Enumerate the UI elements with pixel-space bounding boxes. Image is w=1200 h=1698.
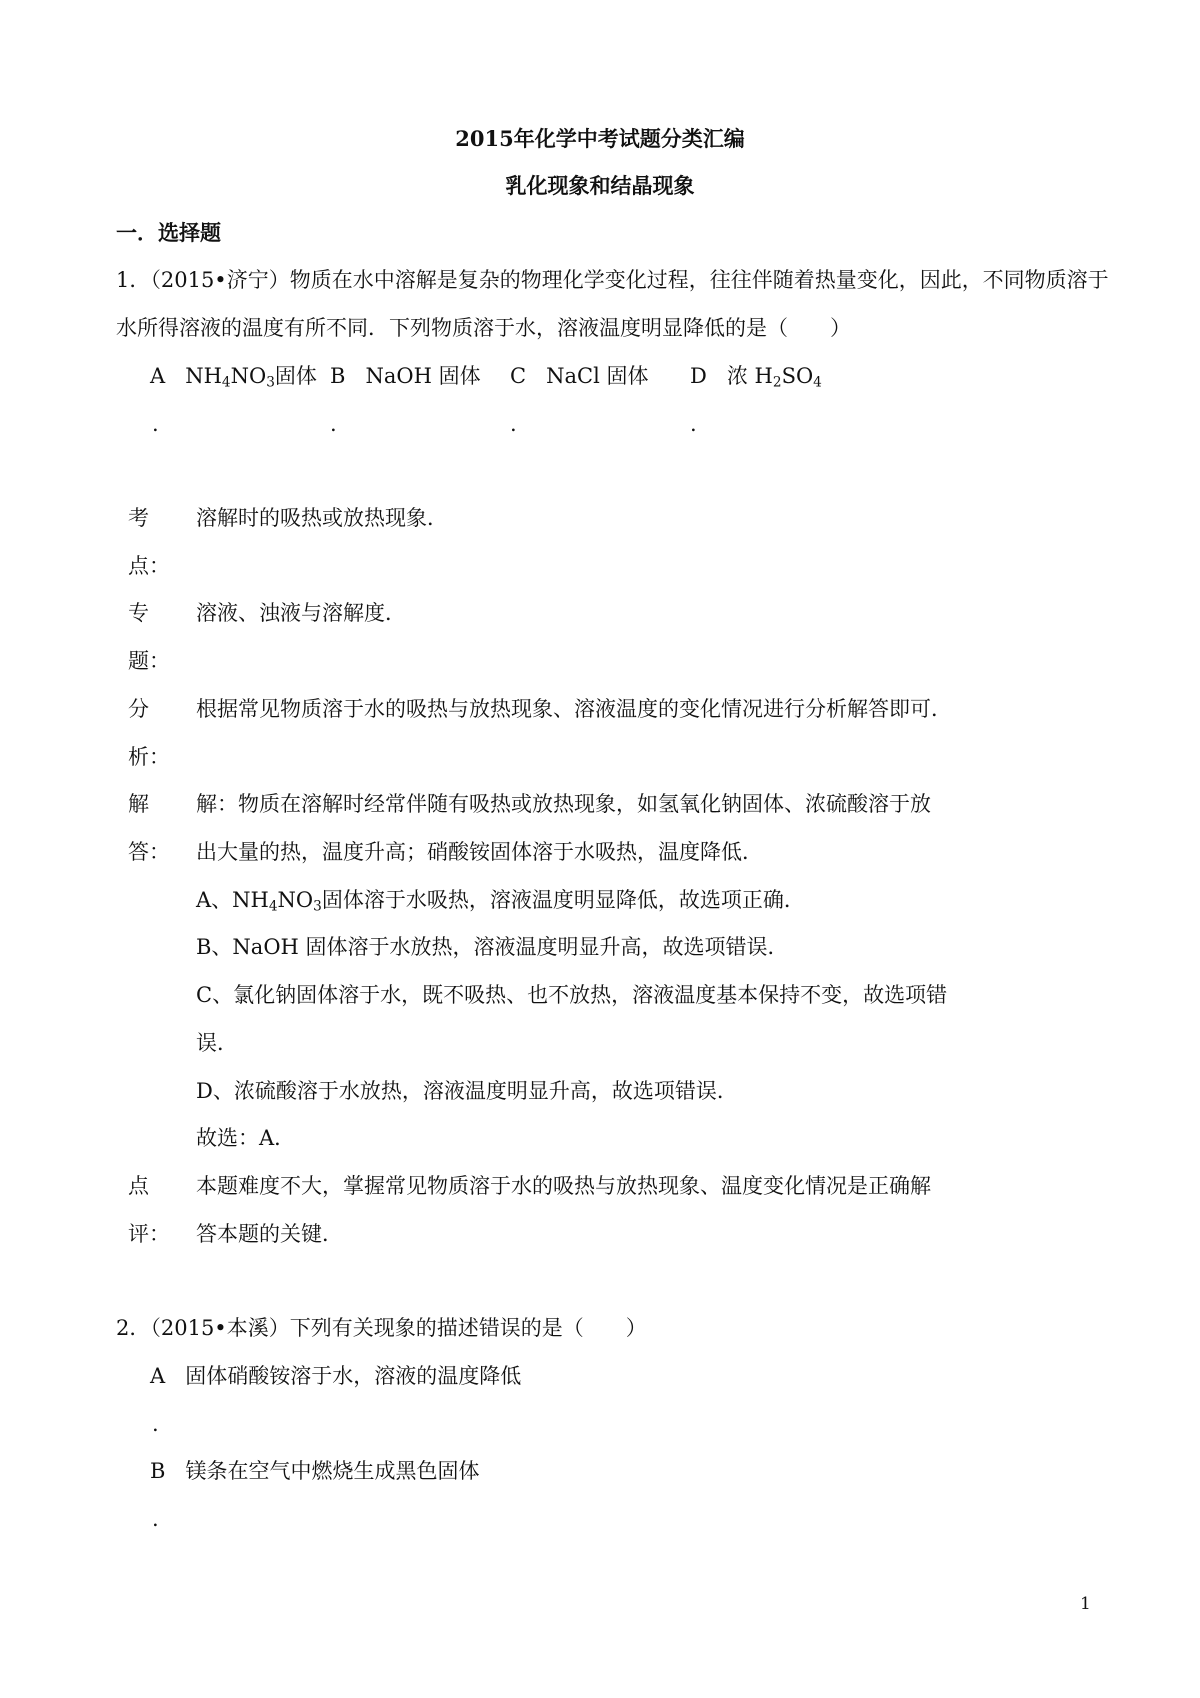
- jieda-line-d: D、浓硫酸溶于水放热，溶液温度明显升高，故选项错误．: [196, 1079, 738, 1103]
- fenxi-label: 析：: [128, 745, 170, 769]
- kaodian-label: 考: [128, 506, 149, 530]
- option-letter: C: [510, 364, 527, 388]
- option-text: NaCl 固体: [546, 364, 649, 388]
- zhuanti-label: 题：: [128, 649, 170, 673]
- kaodian-label: 点：: [128, 554, 170, 578]
- option-letter: A: [150, 364, 166, 388]
- document-subtitle: 乳化现象和结晶现象: [505, 173, 695, 198]
- question-2-stem: 2．（2015•本溪）下列有关现象的描述错误的是（ ）: [116, 1316, 647, 1340]
- dianping-text: 本题难度不大，掌握常见物质溶于水的吸热与放热现象、温度变化情况是正确解: [196, 1174, 931, 1198]
- option-letter: A: [150, 1364, 166, 1388]
- jieda-answer: 故选：A．: [196, 1126, 296, 1150]
- kaodian-text: 溶解时的吸热或放热现象．: [196, 506, 448, 530]
- question-2-option-a: [150, 1366, 521, 1387]
- jieda-line-c: 误．: [196, 1031, 238, 1055]
- option-text: 浓 $H_2SO_4$: [726, 364, 822, 391]
- zhuanti-text: 溶液、浊液与溶解度．: [196, 601, 406, 625]
- jieda-line-a: A、$NH_4NO_3$固体溶于水吸热，溶液温度明显降低，故选项正确．: [196, 888, 805, 915]
- jieda-label: 答：: [128, 840, 170, 864]
- fenxi-text: 根据常见物质溶于水的吸热与放热现象、溶液温度的变化情况进行分析解答即可．: [196, 697, 952, 721]
- option-letter: D: [690, 364, 707, 388]
- option-dot: .: [510, 412, 517, 436]
- dianping-text: 答本题的关键．: [196, 1222, 343, 1246]
- document-title: 2015年化学中考试题分类汇编: [455, 126, 745, 151]
- option-letter: B: [330, 364, 346, 388]
- jieda-label: 解: [128, 792, 149, 816]
- zhuanti-label: 专: [128, 601, 149, 625]
- option-dot: .: [330, 412, 337, 436]
- option-dot: .: [152, 1507, 159, 1531]
- jieda-line-b: B、NaOH 固体溶于水放热，溶液温度明显升高，故选项错误．: [196, 935, 789, 959]
- jieda-line: 解：物质在溶解时经常伴随有吸热或放热现象，如氢氧化钠固体、浓硫酸溶于放: [196, 792, 931, 816]
- option-dot: .: [690, 412, 697, 436]
- option-text: NaOH 固体: [365, 364, 481, 388]
- question-1-stem-line-1: 1．（2015•济宁）物质在水中溶解是复杂的物理化学变化过程，往往伴随着热量变化，因此，不同物质溶于: [116, 268, 1109, 292]
- question-1-option-a: [150, 364, 317, 391]
- jieda-line-c: C、氯化钠固体溶于水，既不吸热、也不放热，溶液温度基本保持不变，故选项错: [196, 983, 948, 1007]
- question-2-option-b: [150, 1461, 479, 1482]
- option-text: $NH_4NO_3$固体: [185, 364, 317, 391]
- dianping-label: 点: [128, 1174, 149, 1198]
- question-1-option-b: [330, 366, 481, 387]
- question-1-option-d: [690, 364, 822, 391]
- question-1-stem-line-2: 水所得溶液的温度有所不同．下列物质溶于水，溶液温度明显降低的是（ ）: [116, 316, 851, 340]
- dianping-label: 评：: [128, 1222, 170, 1246]
- option-dot: .: [152, 412, 159, 436]
- page-number: 1: [1080, 1594, 1091, 1614]
- option-text: 固体硝酸铵溶于水，溶液的温度降低: [185, 1364, 522, 1388]
- option-letter: B: [150, 1459, 166, 1483]
- fenxi-label: 分: [128, 697, 149, 721]
- jieda-line: 出大量的热，温度升高；硝酸铵固体溶于水吸热，温度降低．: [196, 840, 763, 864]
- option-dot: .: [152, 1412, 159, 1436]
- question-1-option-c: [510, 366, 648, 387]
- option-text: 镁条在空气中燃烧生成黑色固体: [185, 1459, 480, 1483]
- section-heading: 一．选择题: [116, 220, 221, 245]
